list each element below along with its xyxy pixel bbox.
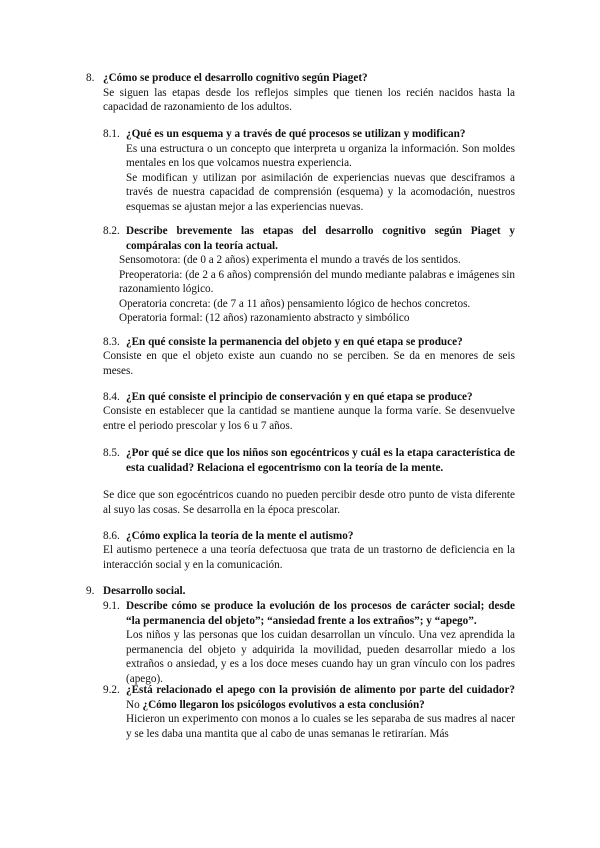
section-title: ¿Cómo se produce el desarrollo cognitivo según Piaget? — [103, 72, 368, 84]
question-title-part: ¿Está relacionado el apego con la provisión de alimento por parte del cuidador? — [126, 684, 515, 696]
answer-inline: No — [126, 698, 143, 711]
question-8-2-title — [126, 224, 515, 253]
answer-paragraph: El autismo pertenece a una teoría defectuosa que trata de un trastorno de deficiencia en la interacción social y en la comunicación. — [103, 544, 515, 571]
section-9 — [103, 584, 515, 599]
question-8-5-answer — [103, 488, 515, 517]
question-title-part: ¿Cómo llegaron los psicólogos evolutivos a esta conclusión? — [142, 698, 425, 711]
question-number: 9.2. — [103, 684, 120, 696]
question-number: 8.3. — [103, 336, 120, 348]
question-8-6-title — [126, 529, 515, 544]
stage-item: Operatoria concreta: (de 7 a 11 años) pensamiento lógico de hechos concretos. — [119, 297, 471, 310]
question-number: 8.6. — [103, 530, 120, 542]
question-9-2 — [126, 683, 515, 741]
question-8-3-answer — [103, 349, 515, 378]
answer-paragraph: Consiste en que el objeto existe aun cuando no se perciben. Se da en menores de seis meses. — [103, 350, 515, 377]
section-number: 9. — [86, 585, 95, 597]
stage-item: Operatoria formal: (12 años) razonamiento abstracto y simbólico — [119, 312, 410, 325]
question-8-3-title — [126, 335, 515, 350]
section-8 — [103, 71, 515, 115]
question-title: ¿En qué consiste la permanencia del objeto y en qué etapa se produce? — [126, 336, 463, 348]
question-title: Describe brevemente las etapas del desarrollo cognitivo según Piaget y compáralas con la teoría actual. — [126, 225, 515, 252]
question-number: 9.1. — [103, 600, 120, 612]
question-8-4-title — [126, 390, 515, 405]
stage-item: Sensomotora: (de 0 a 2 años) experimenta el mundo a través de los sentidos. — [119, 254, 461, 266]
answer-paragraph: Consiste en establecer que la cantidad se mantiene aunque la forma varíe. Se desenvuelve entre el periodo prescolar y los 6 u 7 años. — [103, 405, 515, 432]
answer-paragraph: Los niños y las personas que los cuidan desarrollan un vínculo. Una vez aprendida la permanencia del objeto y adquirida la movilidad, pueden desarrollar miedo a los extraños o ansiedad, y es a los doce meses cuando hay un gran vínculo con los padres (apego). — [126, 629, 515, 685]
question-title: Describe cómo se produce la evolución de los procesos de carácter social; desde “la permanencia del objeto”; “ansiedad frente a los extraños”; y “apego”. — [126, 600, 515, 627]
question-title: ¿Cómo explica la teoría de la mente el autismo? — [126, 530, 354, 542]
question-title: ¿Qué es un esquema y a través de qué procesos se utilizan y modifican? — [126, 128, 466, 140]
question-title: ¿Por qué se dice que los niños son egocéntricos y cuál es la etapa característica de esta cualidad? Relaciona el egocentrismo con la teoría de la mente. — [126, 447, 515, 474]
section-body: Se siguen las etapas desde los reflejos simples que tienen los recién nacidos hasta la capacidad de razonamiento de los adultos. — [103, 86, 515, 114]
question-number: 8.1. — [103, 128, 120, 140]
question-title: ¿En qué consiste el principio de conservación y en qué etapa se produce? — [126, 391, 473, 403]
question-number: 8.2. — [103, 225, 120, 237]
question-title — [126, 683, 515, 712]
answer-paragraph: Se dice que son egocéntricos cuando no pueden percibir desde otro punto de vista diferente al suyo las cosas. Se desarrolla en la época prescolar. — [103, 489, 515, 516]
question-8-5-title — [126, 446, 515, 475]
question-8-4-answer — [103, 404, 515, 433]
question-8-6-answer — [103, 543, 515, 572]
question-number: 8.5. — [103, 447, 120, 459]
answer-paragraph: Hicieron un experimento con monos a lo cuales se les separaba de sus madres al nacer y se les daba una mantita que al cabo de unas semanas le retirarían. Más — [126, 713, 515, 740]
section-number: 8. — [86, 72, 95, 84]
question-8-2-answer — [119, 253, 515, 326]
stage-item: Preoperatoria: (de 2 a 6 años) comprensión del mundo mediante palabras e imágenes sin razonamiento lógico. — [119, 268, 515, 296]
section-title: Desarrollo social. — [103, 585, 186, 597]
answer-paragraph: Es una estructura o un concepto que interpreta u organiza la información. Son moldes mentales en los que volcamos nuestra experiencia. — [126, 142, 515, 170]
answer-paragraph: Se modifican y utilizan por asimilación de experiencias nuevas que desciframos a través de nuestra capacidad de comprensión (esquema) y la acomodación, nuestros esquemas se ajustan mejor a las experiencias nuevas. — [126, 171, 515, 213]
question-9-1 — [126, 599, 515, 687]
question-number: 8.4. — [103, 391, 120, 403]
question-8-1 — [126, 127, 515, 215]
